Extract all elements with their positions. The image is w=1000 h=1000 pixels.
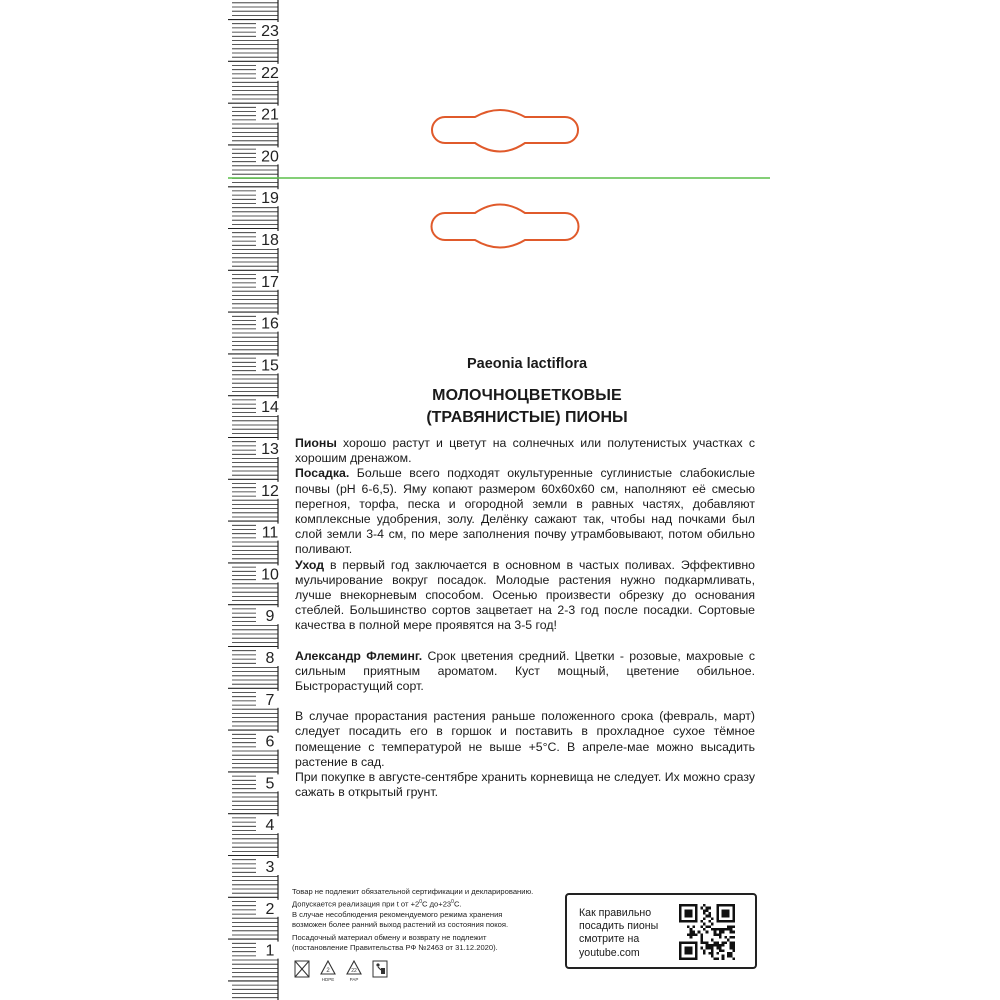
paragraph-intro-text: хорошо растут и цветут на солнечных или полутенистых участках с хорошим дренажом. — [295, 436, 755, 466]
ruler-number: 18 — [261, 232, 279, 249]
paragraph-intro — [295, 436, 755, 466]
hanger-cutout-guides — [0, 0, 1000, 260]
ruler-number: 23 — [261, 23, 279, 40]
footer-line-4: возможен более ранний выход растений из состояния покоя. — [292, 919, 509, 929]
footer-line-6: (постановление Правительства РФ №2463 от 31.12.2020). — [292, 942, 498, 952]
ruler-number: 17 — [261, 273, 279, 291]
paragraph-care-lead: Уход — [295, 557, 325, 572]
ruler-number: 10 — [261, 566, 279, 584]
legal-footer — [292, 887, 562, 953]
ruler-number: 14 — [261, 399, 279, 417]
ruler-number: 4 — [265, 817, 275, 835]
ruler-number: 5 — [265, 775, 275, 793]
paragraph-planting — [295, 466, 755, 557]
ruler-number: 2 — [265, 900, 275, 918]
qr-code-icon[interactable] — [679, 904, 735, 960]
ruler-number: 15 — [261, 357, 279, 375]
title-line-2: (ТРАВЯНИСТЫЕ) ПИОНЫ — [426, 409, 628, 426]
paragraph-planting-lead: Посадка. — [295, 466, 350, 481]
paragraph-variety — [295, 649, 755, 695]
recycle-pap-icon: 22 PAP — [344, 960, 364, 982]
recycle-hdpe-icon: 2 HDPE — [318, 960, 338, 982]
svg-text:22: 22 — [351, 968, 357, 974]
title-line-1: МОЛОЧНОЦВЕТКОВЫЕ — [432, 387, 622, 404]
hanger-slot-bottom — [432, 205, 579, 248]
ruler-number: 1 — [265, 942, 275, 960]
ruler-number: 6 — [265, 733, 275, 751]
paragraph-care-text: в первый год заключается в основном в частых поливах. Эффективно мульчирование вокруг посадок. Молодые растения нужно подкармливать, лучше внекорневым способом. Осенью произвести обрезку до основания стеблей. Большинство сортов зацветает на 2-3 год после посадки. Сортовые качества в полной мере проявятся на 3-5 год! — [295, 557, 755, 633]
ruler-number: 22 — [261, 64, 279, 82]
ruler-number: 19 — [261, 190, 279, 208]
ruler-number: 16 — [261, 315, 279, 333]
ruler-number: 12 — [261, 482, 279, 500]
ruler-number: 9 — [265, 608, 275, 626]
footer-line-5: Посадочный материал обмену и возврату не подлежит — [292, 932, 487, 942]
ruler-number: 8 — [265, 650, 275, 667]
description-body — [295, 436, 755, 800]
ruler-number: 13 — [261, 441, 279, 458]
ruler-number: 21 — [261, 106, 279, 124]
youtube-qr-panel[interactable] — [565, 893, 757, 969]
paragraph-variety-lead: Александр Флеминг. — [295, 648, 423, 663]
paragraph-early-sprouting: В случае прорастания растения раньше положенного срока (февраль, март) следует посадить его в горшок и поставить в прохладное сухое тёмное помещение с температурой не выше +5°С. В апреле-мае можно высадить растение в сад. — [295, 709, 755, 769]
recycle-icons — [292, 960, 390, 982]
latin-name: Paeonia lactiflora — [466, 356, 588, 372]
footer-line-3: В случае несоблюдения рекомендуемого режима хранения — [292, 909, 503, 919]
footer-line-2: Допускается реализация при t от $+2^0С$ $до+23^0С$. — [292, 899, 462, 909]
paragraph-variety-text: Срок цветения средний. Цветки - розовые, махровые с сильным приятным ароматом. Куст мощный, цветение обильное. Быстрорастущий сорт. — [295, 648, 755, 694]
ruler-number: 20 — [261, 148, 279, 166]
hanger-slot-top — [432, 110, 578, 152]
paragraph-intro-lead: Пионы — [295, 436, 337, 450]
tidy-man-icon — [370, 960, 390, 982]
paragraph-care — [295, 558, 755, 634]
ruler-number: 11 — [261, 524, 279, 542]
ruler-number: 7 — [265, 691, 275, 709]
paragraph-planting-text: Больше всего подходят окультуренные суглинистые слабокислые почвы (рН 6-6,5). Яму копают размером 60х60х60 см, наполняют её смесью перегноя, торфа, песка и огородной земли в равных частях, добавляют комплексные удобрения, золу. Делёнку сажают так, чтобы над почками был слой земли 3-4 см, по мере заполнения почву утрамбовывают, потом обильно поливают. — [295, 466, 755, 557]
crossed-bin-icon — [292, 960, 312, 982]
paragraph-purchase: При покупке в августе-сентябре хранить корневища не следует. Их можно сразу сажать в открытый грунт. — [295, 770, 755, 800]
qr-caption: Как правильно посадить пионы смотрите на youtube.com — [579, 907, 659, 959]
ruler-number: 3 — [265, 859, 275, 876]
svg-text:2: 2 — [326, 968, 330, 974]
footer-line-1: Товар не подлежит обязательной сертификации и декларированию. — [292, 887, 534, 896]
